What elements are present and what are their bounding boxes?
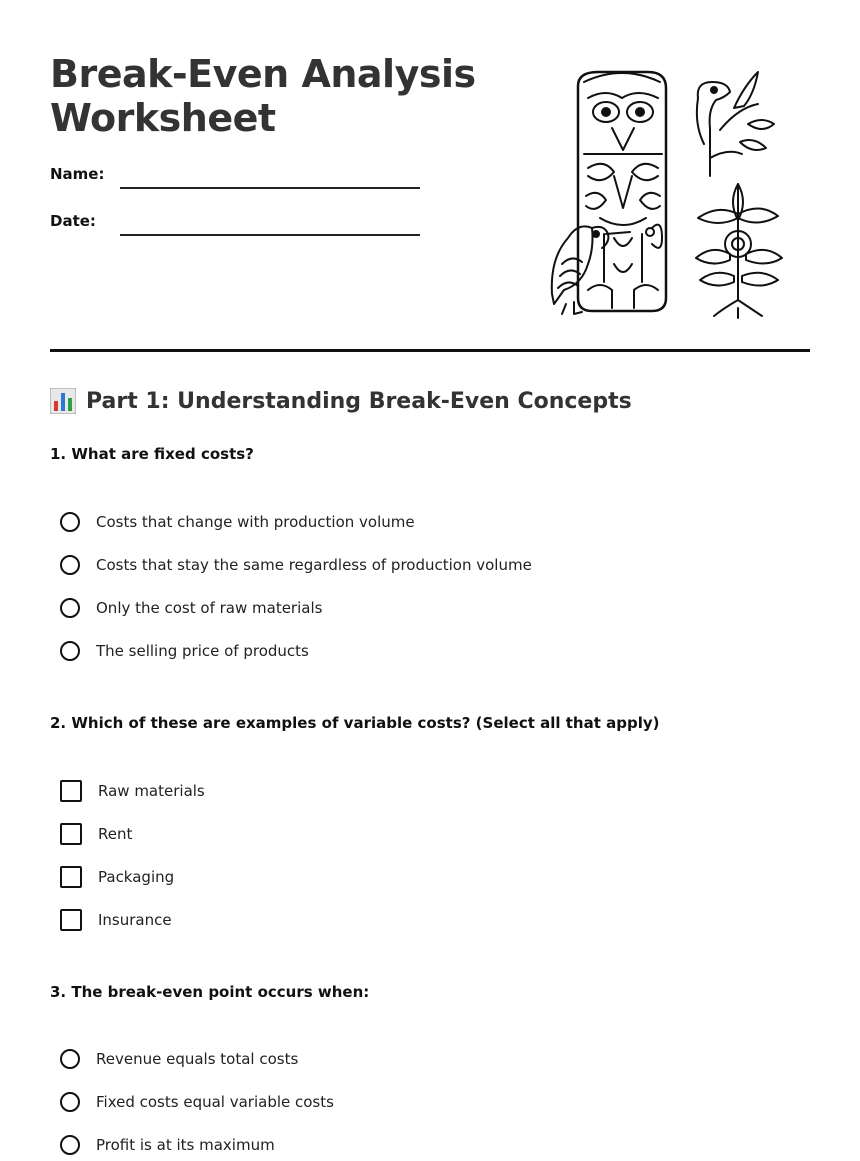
option-label: Raw materials [98,782,205,800]
q3-option-2[interactable] [60,1090,334,1114]
q3-option-3[interactable] [60,1133,275,1157]
q2-option-4[interactable] [60,908,172,932]
q2-option-2[interactable] [60,822,132,846]
option-label: Only the cost of raw materials [96,599,323,617]
name-label: Name: [50,165,105,183]
checkbox[interactable] [60,866,82,888]
page-title [50,52,476,140]
question-3: 3. The break-even point occurs when: [50,983,370,1001]
toucan-icon [697,72,774,176]
option-label: The selling price of products [96,642,309,660]
option-label: Revenue equals total costs [96,1050,299,1068]
q1-option-4[interactable] [60,639,309,663]
radio-button[interactable] [60,1135,80,1155]
radio-button[interactable] [60,1049,80,1069]
radio-button[interactable] [60,641,80,661]
q2-option-3[interactable] [60,865,174,889]
q1-option-3[interactable] [60,596,322,620]
question-2: 2. Which of these are examples of variable costs? (Select all that apply) [50,714,660,732]
option-label: Profit is at its maximum [96,1136,275,1154]
q3-option-1[interactable] [60,1047,298,1071]
q2-option-1[interactable] [60,779,205,803]
option-label: Fixed costs equal variable costs [96,1093,334,1111]
date-label: Date: [50,212,96,230]
header-illustration [548,68,788,324]
radio-button[interactable] [60,555,80,575]
checkbox[interactable] [60,823,82,845]
date-input-line[interactable] [120,234,420,236]
title-line-2: Worksheet [50,96,276,140]
checkbox[interactable] [60,780,82,802]
section-title [50,388,632,414]
bar-chart-icon [50,388,76,414]
q1-option-1[interactable] [60,510,415,534]
option-label: Packaging [98,868,175,886]
option-label: Costs that stay the same regardless of production volume [96,556,532,574]
title-line-1: Break-Even Analysis [50,52,476,96]
flowering-plant-icon [696,184,782,318]
section-title-text: Part 1: Understanding Break-Even Concepts [86,388,632,414]
option-label: Costs that change with production volume [96,513,415,531]
worksheet-page [50,0,810,1161]
radio-button[interactable] [60,512,80,532]
checkbox[interactable] [60,909,82,931]
name-input-line[interactable] [120,187,420,189]
question-1: 1. What are fixed costs? [50,445,254,463]
option-label: Rent [98,825,133,843]
radio-button[interactable] [60,598,80,618]
worksheet-header [50,0,810,352]
option-label: Insurance [98,911,172,929]
radio-button[interactable] [60,1092,80,1112]
totem-pole-icon [578,72,666,311]
header-divider [50,349,810,352]
q1-option-2[interactable] [60,553,532,577]
